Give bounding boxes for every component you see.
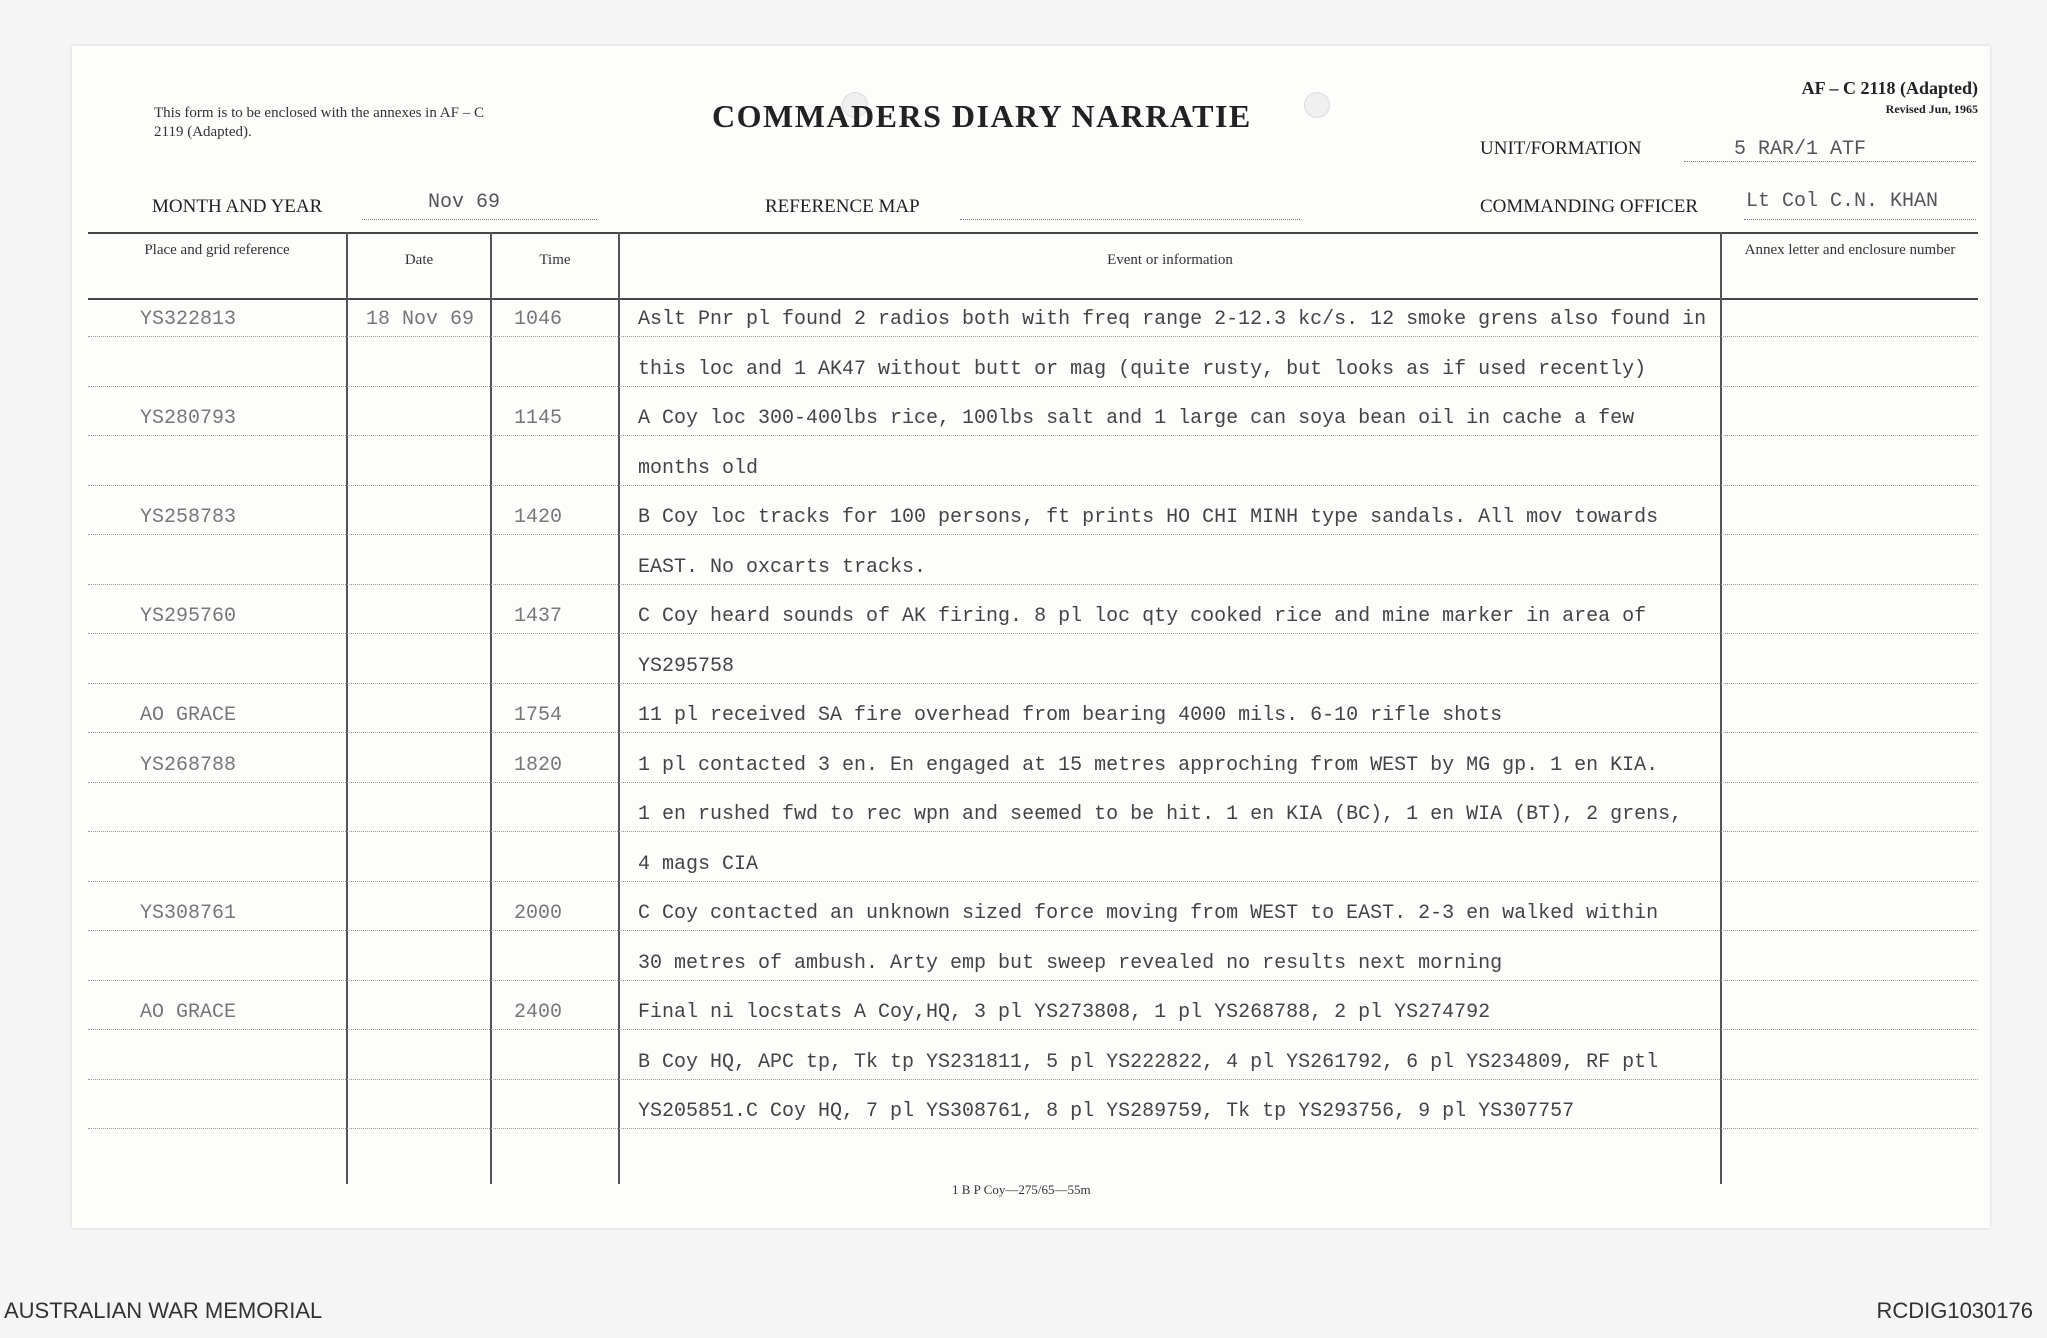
month-dotted-line	[362, 218, 597, 220]
revised-date: Revised Jun, 1965	[1885, 102, 1978, 116]
table-top-rule	[88, 232, 1978, 234]
punch-hole	[1304, 92, 1330, 118]
form-number: AF – C 2118 (Adapted)	[1801, 78, 1978, 98]
entry-time: 2000	[514, 902, 563, 925]
entry-event: C Coy heard sounds of AK firing. 8 pl loc qty cooked rice and mine marker in area of	[638, 605, 1647, 628]
column-divider	[618, 232, 620, 1184]
col-header-date: Date	[404, 252, 434, 268]
entry-time: 1046	[514, 308, 563, 331]
diary-form	[72, 46, 1990, 1228]
printer-code: 1 B P Coy—275/65—55m	[952, 1182, 1091, 1197]
column-divider	[490, 232, 492, 1184]
title-part: DERS DIARY NARRATI	[851, 98, 1229, 134]
unit-label: UNIT/FORMATION	[1480, 138, 1642, 159]
entry-event: 1 pl contacted 3 en. En engaged at 15 metres approching from WEST by MG gp. 1 en KIA.	[638, 753, 1659, 777]
enclosure-note: This form is to be enclosed with the annexes in AF – C 2119 (Adapted).	[154, 105, 484, 140]
co-dotted-line	[1744, 218, 1976, 220]
entry-event: 11 pl received SA fire overhead from bearing 4000 mils. 6-10 rifle shots	[638, 704, 1503, 727]
row-rule	[88, 633, 1978, 634]
row-rule	[88, 584, 1978, 585]
archive-source: AUSTRALIAN WAR MEMORIAL	[4, 1298, 323, 1323]
entry-time: 1820	[514, 753, 563, 777]
entry-event: months old	[638, 456, 759, 480]
month-label: MONTH AND YEAR	[152, 196, 323, 217]
co-label: COMMANDING OFFICER	[1480, 196, 1698, 217]
row-rule	[88, 732, 1978, 733]
entry-time: 1145	[514, 407, 563, 430]
column-divider	[1720, 232, 1722, 1184]
row-rule	[88, 980, 1978, 981]
entry-time: 1420	[514, 506, 563, 529]
title-part: E	[1228, 98, 1252, 134]
row-rule	[88, 1128, 1978, 1129]
entry-event: A Coy loc 300-400lbs rice, 100lbs salt and 1 large can soya bean oil in cache a few	[638, 407, 1635, 430]
row-rule	[88, 881, 1978, 882]
row-rule	[88, 1029, 1978, 1030]
row-rule	[88, 930, 1978, 931]
col-header-annex: Annex letter and enclosure number	[1744, 242, 1956, 258]
entry-event: 4 mags CIA	[638, 852, 759, 876]
col-header-place: Place and grid reference	[144, 242, 290, 258]
co-value: Lt Col C.N. KHAN	[1746, 190, 1939, 213]
entry-place: YS322813	[140, 308, 237, 331]
entry-event: Final ni locstats A Coy,HQ, 3 pl YS273808, 1 pl YS268788, 2 pl YS274792	[638, 1001, 1491, 1024]
row-rule	[88, 782, 1978, 783]
month-value: Nov 69	[428, 191, 501, 214]
entry-event: EAST. No oxcarts tracks.	[638, 555, 927, 579]
map-dotted-line	[960, 218, 1300, 220]
entry-event: this loc and 1 AK47 without butt or mag (quite rusty, but looks as if used recently)	[638, 357, 1647, 381]
entry-event: YS205851.C Coy HQ, 7 pl YS308761, 8 pl YS289759, Tk tp YS293756, 9 pl YS307757	[638, 1100, 1575, 1123]
map-label: REFERENCE MAP	[765, 196, 920, 217]
row-rule	[88, 1079, 1978, 1080]
entry-time: 1437	[514, 605, 563, 628]
row-rule	[88, 386, 1978, 387]
entry-event: Aslt Pnr pl found 2 radios both with freq range 2-12.3 kc/s. 12 smoke grens also found in	[638, 308, 1707, 331]
table-header-rule	[88, 298, 1978, 300]
entry-event: 30 metres of ambush. Arty emp but sweep revealed no results next morning	[638, 951, 1503, 975]
col-header-time: Time	[539, 252, 571, 268]
archive-id: RCDIG1030176	[1876, 1298, 2033, 1323]
entry-place: YS295760	[140, 605, 237, 628]
title-part: COMMA	[712, 98, 852, 134]
entry-event: YS295758	[638, 654, 735, 678]
unit-value: 5 RAR/1 ATF	[1734, 138, 1867, 161]
row-rule	[88, 336, 1978, 337]
entry-event: B Coy loc tracks for 100 persons, ft prints HO CHI MINH type sandals. All mov towards	[638, 506, 1659, 529]
entry-place: AO GRACE	[140, 1001, 237, 1024]
entry-place: YS258783	[140, 506, 237, 529]
row-rule	[88, 831, 1978, 832]
entry-event: B Coy HQ, APC tp, Tk tp YS231811, 5 pl YS222822, 4 pl YS261792, 6 pl YS234809, RF ptl	[638, 1050, 1659, 1074]
entry-place: YS268788	[140, 753, 237, 777]
row-rule	[88, 485, 1978, 486]
entry-place: YS280793	[140, 407, 237, 430]
entry-time: 2400	[514, 1001, 563, 1024]
row-rule	[88, 534, 1978, 535]
entry-event: 1 en rushed fwd to rec wpn and seemed to be hit. 1 en KIA (BC), 1 en WIA (BT), 2 grens,	[638, 803, 1683, 826]
column-divider	[346, 232, 348, 1184]
entry-place: AO GRACE	[140, 704, 237, 727]
row-rule	[88, 683, 1978, 684]
form-title	[712, 98, 1252, 135]
row-rule	[88, 435, 1978, 436]
entry-time: 1754	[514, 704, 563, 727]
entry-place: YS308761	[140, 902, 237, 925]
entry-date: 18 Nov 69	[366, 308, 475, 331]
col-header-event: Event or information	[1107, 252, 1233, 268]
entry-event: C Coy contacted an unknown sized force moving from WEST to EAST. 2-3 en walked within	[638, 902, 1659, 925]
